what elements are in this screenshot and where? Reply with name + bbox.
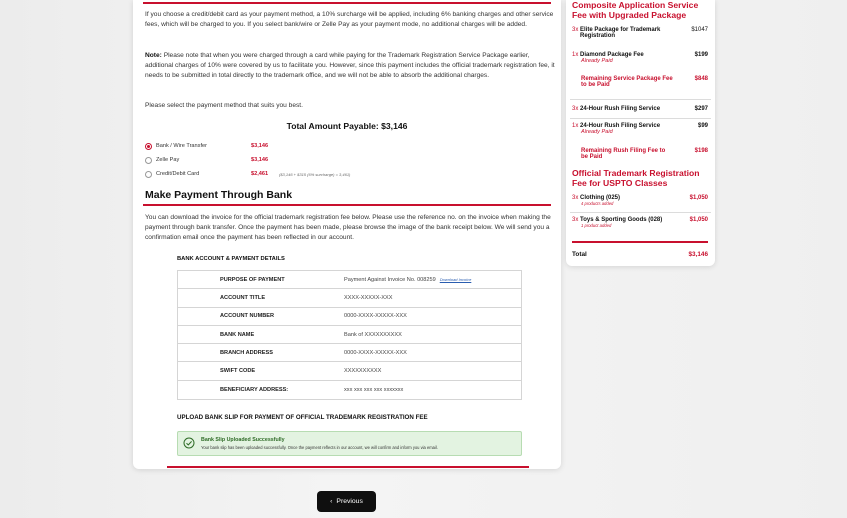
item-name: 24-Hour Rush Filing Service	[580, 123, 661, 129]
item-qty: 3x	[572, 27, 579, 33]
radio-zelle[interactable]	[145, 157, 152, 164]
summary-item-rush-paid	[572, 123, 708, 135]
payment-card	[133, 0, 561, 469]
section-divider	[143, 204, 551, 206]
table-row	[178, 362, 521, 380]
order-summary	[566, 0, 715, 266]
surcharge-text: If you choose a credit/debit card as your payment method, a 10% surcharge will be applied, including 6% banking charges and other service fees, which will be charged to you. If you select bank/wire or Zelle Pay as your payment mode, no additional charges will be added.	[145, 11, 554, 28]
summary-item-elite	[572, 27, 708, 39]
total-payable-value: $3,146	[381, 121, 408, 131]
upload-heading: UPLOAD BANK SLIP FOR PAYMENT OF OFFICIAL TRADEMARK REGISTRATION FEE	[177, 414, 428, 421]
bank-value-text: Payment Against Invoice No. 008259	[344, 276, 436, 283]
item-price: $198	[694, 148, 708, 154]
summary-divider	[570, 212, 711, 213]
bank-value: 0000-XXXX-XXXXX-XXX	[344, 349, 407, 356]
top-divider	[143, 2, 551, 4]
radio-bank[interactable]	[145, 143, 152, 150]
total-payable-label: Total Amount Payable:	[286, 121, 382, 131]
table-row	[178, 308, 521, 326]
bank-value: XXXXXXXXXX	[344, 368, 382, 375]
item-name: Remaining Service Package Fee to be Paid	[581, 76, 673, 88]
item-name: Remaining Rush Filing Fee to be Paid	[581, 148, 666, 160]
bank-details-heading: BANK ACCOUNT & PAYMENT DETAILS	[177, 256, 285, 262]
item-price: $1,050	[689, 195, 708, 201]
note-paragraph	[145, 51, 555, 81]
surcharge-note: ($3,146 + $315 (6% surcharge) = 3,461)	[279, 171, 351, 177]
note-label: Note:	[145, 52, 162, 59]
summary-total	[572, 251, 708, 258]
payment-option-label: Zelle Pay	[156, 157, 180, 163]
bank-section-title: Make Payment Through Bank	[145, 189, 293, 201]
item-qty: 3x	[572, 217, 579, 223]
item-name: Clothing (025)	[580, 195, 621, 201]
bank-value: Bank of XXXXXXXXXX	[344, 331, 402, 338]
download-invoice-link[interactable]: Download Invoice	[439, 276, 472, 282]
summary-heading-service: Composite Application Service Fee with Upgraded Package	[572, 0, 699, 20]
already-paid-label: Already Paid	[581, 58, 613, 64]
item-price: $1,050	[689, 217, 708, 223]
item-qty: 3x	[572, 106, 579, 112]
bank-key: PURPOSE OF PAYMENT	[220, 276, 285, 283]
summary-divider	[570, 118, 711, 119]
bank-value: xxx xxx xxx xxx xxxxxxx	[344, 386, 404, 393]
item-name: Toys & Sporting Goods (028)	[580, 217, 663, 223]
bank-key: ACCOUNT TITLE	[220, 294, 266, 301]
bank-key: BRANCH ADDRESS	[220, 349, 273, 356]
bank-details-table	[177, 270, 522, 400]
summary-remaining-package	[581, 76, 708, 88]
bank-key: ACCOUNT NUMBER	[220, 313, 275, 320]
summary-item-clothing	[572, 195, 708, 206]
summary-item-diamond	[572, 52, 708, 64]
upload-success-alert	[177, 431, 522, 456]
total-divider	[572, 241, 708, 243]
note-text: Please note that when you were charged through a card while paying for the Trademark Registration Service Package earlier, additional charges of 10% were covered by us to facilitate you. However, since this payment includes the official trademark registration fee, it needs to be submitted in total directly to the trademark office, and we will not be able to absorb the additional charges.	[145, 52, 555, 79]
total-value: $3,146	[688, 251, 708, 258]
products-added-label: 1 product added	[581, 223, 612, 228]
select-prompt: Please select the payment method that suits you best.	[145, 102, 303, 109]
table-row	[178, 344, 521, 362]
payment-option-zelle[interactable]	[145, 155, 279, 165]
item-price: $199	[694, 52, 708, 58]
radio-card[interactable]	[145, 171, 152, 178]
total-payable	[133, 121, 561, 131]
item-name: Diamond Package Fee	[580, 52, 644, 58]
total-label: Total	[572, 251, 587, 258]
previous-button[interactable]	[317, 491, 376, 512]
item-price: $1047	[691, 27, 708, 33]
item-price: $297	[694, 106, 708, 112]
chevron-left-icon: ‹	[330, 498, 333, 505]
bank-value: 0000-XXXX-XXXXX-XXX	[344, 313, 407, 320]
products-added-label: 4 products added	[581, 201, 614, 206]
item-qty: 3x	[572, 195, 579, 201]
table-row	[178, 271, 521, 289]
bank-value	[344, 277, 521, 283]
previous-button-label: Previous	[336, 498, 363, 505]
payment-option-label: Credit/Debit Card	[156, 171, 200, 177]
bank-intro: You can download the invoice for the official trademark registration fee below. Please use the reference no. on the invoice when making the payment through bank transfer. Once the payment has been made, please browse the image of the bank receipt below. We will send you a confirmation email once the payment has been reflected in our account.	[145, 214, 551, 241]
bank-key: SWIFT CODE	[220, 368, 256, 375]
bottom-divider	[167, 466, 529, 468]
payment-option-amount: $3,146	[251, 157, 269, 163]
payment-option-amount: $2,461	[251, 171, 269, 177]
item-name: Elite Package for Trademark Registration	[580, 27, 661, 39]
item-qty: 1x	[572, 123, 579, 129]
success-message: Your bank slip has been uploaded successfully. Once the payment reflects in our account, we will confirm and inform you via email.	[201, 445, 438, 450]
item-qty: 1x	[572, 52, 579, 58]
table-row	[178, 326, 521, 344]
check-circle-icon	[183, 437, 195, 449]
payment-option-label: Bank / Wire Transfer	[156, 143, 207, 149]
summary-heading-uspto: Official Trademark Registration Fee for USPTO Classes	[572, 168, 700, 188]
bank-key: BANK NAME	[220, 331, 255, 338]
summary-item-toys	[572, 217, 708, 228]
summary-divider	[570, 99, 711, 100]
table-row	[178, 289, 521, 307]
item-price: $848	[694, 76, 708, 82]
success-title: Bank Slip Uploaded Successfully	[201, 437, 285, 443]
payment-option-card[interactable]	[145, 169, 350, 179]
item-name: 24-Hour Rush Filing Service	[580, 106, 661, 112]
bank-value: XXXX-XXXXX-XXX	[344, 294, 393, 301]
item-price: $99	[697, 123, 708, 129]
payment-option-bank[interactable]	[145, 141, 279, 151]
summary-remaining-rush	[581, 148, 708, 160]
already-paid-label: Already Paid	[581, 129, 613, 135]
bank-key: BENEFICIARY ADDRESS:	[220, 386, 289, 393]
payment-option-amount: $3,146	[251, 143, 269, 149]
table-row	[178, 381, 521, 399]
summary-item-rush	[572, 106, 708, 112]
